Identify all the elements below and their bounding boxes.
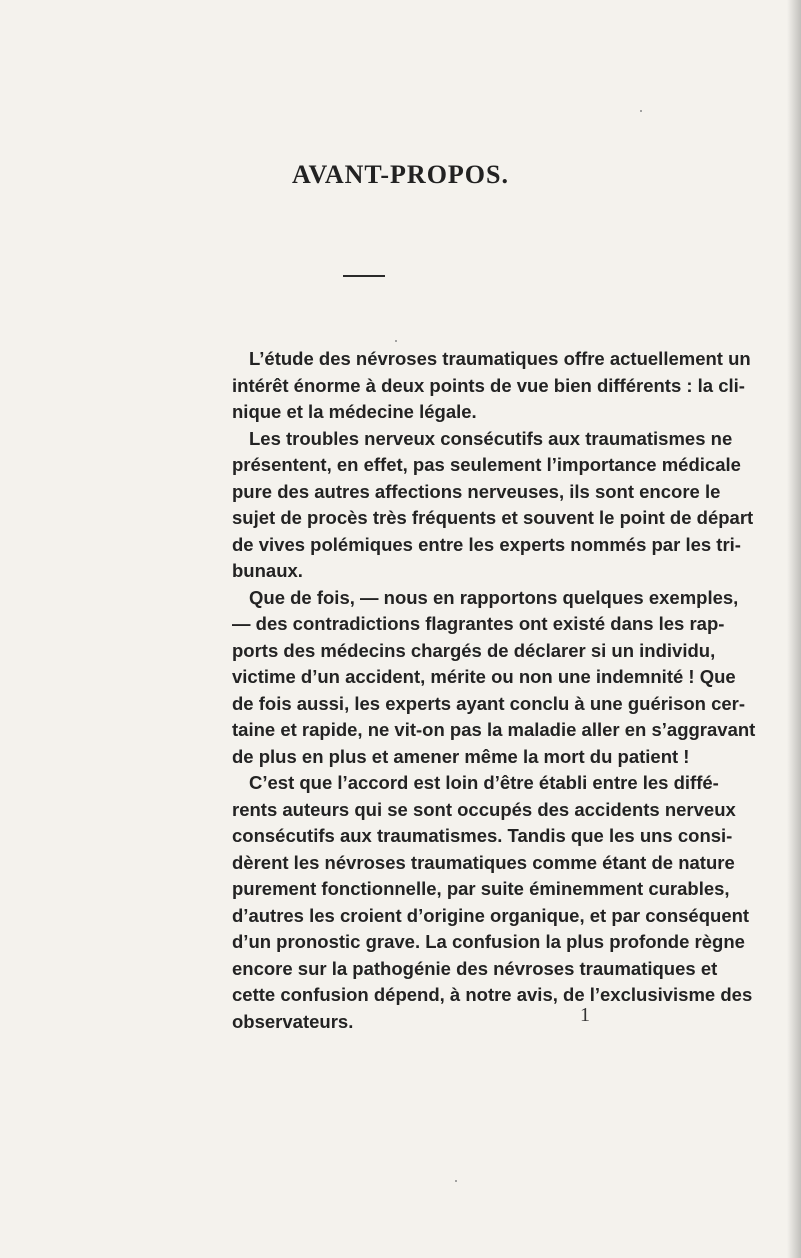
text-line: — des contradictions flagrantes ont existé dans les rap- [232,613,725,634]
text-line: nique et la médecine légale. [232,401,477,422]
text-line: rents auteurs qui se sont occupés des accidents nerveux [232,798,736,820]
text-line: de plus en plus et amener même la mort du patient ! [232,745,690,767]
text-line: victime d’un accident, mérite ou non une indemnité ! Que [232,666,736,687]
text-line: de fois aussi, les experts ayant conclu à une guérison cer- [232,692,746,714]
paper-speck [455,1180,457,1182]
text-line: cette confusion dépend, à notre avis, de l’exclusivisme des [232,984,753,1005]
paper-speck [395,340,397,342]
text-line: Que de fois, — nous en rapportons quelques exemples, [249,586,739,608]
text-line: présentent, en effet, pas seulement l’importance médicale [232,454,741,475]
text-line: consécutifs aux traumatismes. Tandis que les uns consi- [232,825,733,846]
page-title: AVANT-PROPOS. [292,160,509,189]
text-line: dèrent les névroses traumatiques comme étant de nature [232,851,735,873]
text-line: observateurs. [232,1010,354,1032]
page-number: 1 [580,1004,590,1026]
body-text [232,346,756,1035]
text-line: d’autres les croient d’origine organique, et par conséquent [232,904,750,926]
text-line: Les troubles nerveux consécutifs aux traumatismes ne [249,427,733,449]
text-line: taine et rapide, ne vit-on pas la maladie aller en s’aggravant [232,719,756,740]
paper-speck [640,110,642,112]
text-line: purement fonctionnelle, par suite éminemment curables, [232,878,730,899]
text-line: encore sur la pathogénie des névroses traumatiques et [232,957,718,979]
text-line: de vives polémiques entre les experts nommés par les tri- [232,533,741,555]
text-line: intérêt énorme à deux points de vue bien différents : la cli- [232,374,745,396]
text-line: L’étude des névroses traumatiques offre actuellement un [249,348,751,369]
text-line: ports des médecins chargés de déclarer si un individu, [232,639,716,661]
title-divider [343,275,385,277]
text-line: d’un pronostic grave. La confusion la plus profonde règne [232,931,745,952]
text-line: sujet de procès très fréquents et souvent le point de départ [232,507,754,528]
text-line: C’est que l’accord est loin d’être établi entre les diffé- [249,772,719,793]
text-line: bunaux. [232,560,303,581]
text-line: pure des autres affections nerveuses, ils sont encore le [232,480,721,502]
